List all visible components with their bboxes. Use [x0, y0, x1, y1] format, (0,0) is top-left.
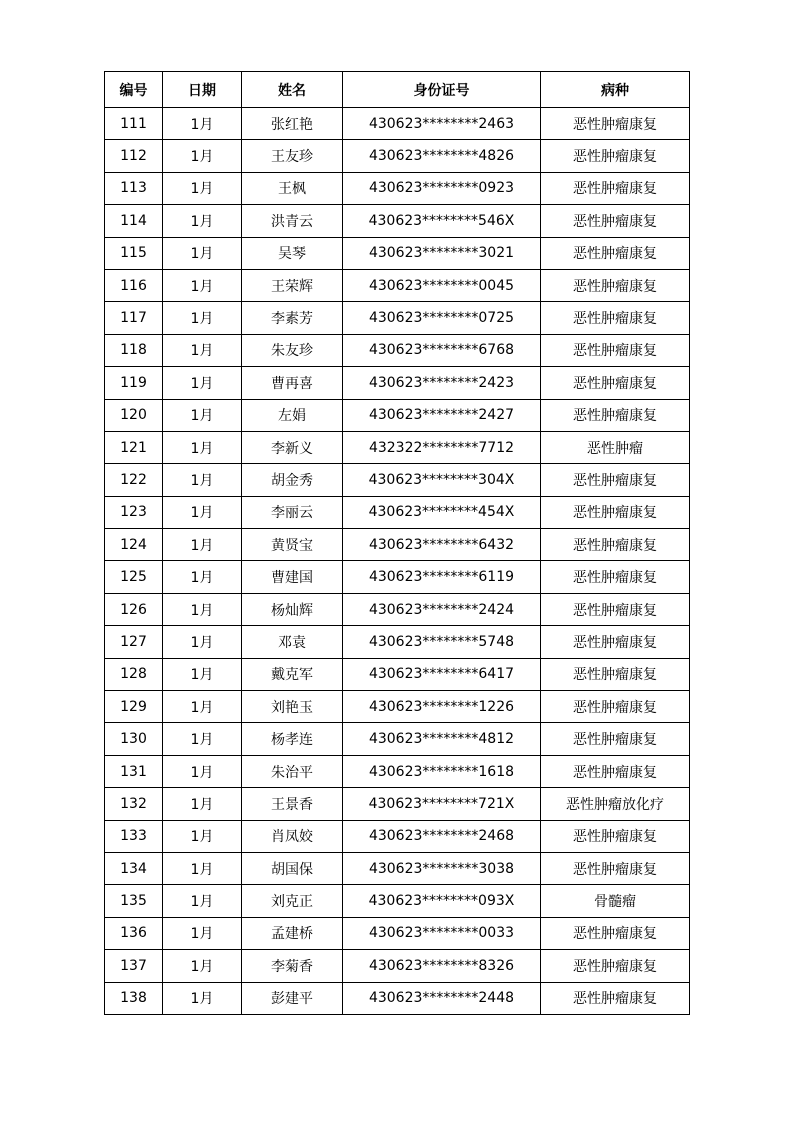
cell-number: 116: [105, 269, 163, 301]
cell-disease: 恶性肿瘤康复: [541, 593, 690, 625]
cell-date: 1月: [163, 140, 242, 172]
cell-disease: 恶性肿瘤康复: [541, 172, 690, 204]
cell-id-number: 430623********0923: [343, 172, 541, 204]
cell-date: 1月: [163, 302, 242, 334]
cell-id-number: 430623********454X: [343, 496, 541, 528]
cell-date: 1月: [163, 593, 242, 625]
header-number: 编号: [105, 72, 163, 108]
records-table: [104, 71, 690, 1015]
table-header: [105, 72, 690, 108]
cell-id-number: 430623********8326: [343, 950, 541, 982]
cell-date: 1月: [163, 950, 242, 982]
cell-id-number: 430623********0725: [343, 302, 541, 334]
cell-disease: 恶性肿瘤康复: [541, 302, 690, 334]
cell-number: 135: [105, 885, 163, 917]
cell-date: 1月: [163, 334, 242, 366]
cell-date: 1月: [163, 885, 242, 917]
cell-disease: 恶性肿瘤康复: [541, 464, 690, 496]
cell-name: 杨灿辉: [242, 593, 343, 625]
cell-name: 肖凤姣: [242, 820, 343, 852]
cell-number: 127: [105, 626, 163, 658]
cell-number: 121: [105, 431, 163, 463]
cell-id-number: 430623********3021: [343, 237, 541, 269]
cell-id-number: 430623********6768: [343, 334, 541, 366]
cell-disease: 恶性肿瘤康复: [541, 658, 690, 690]
cell-disease: 恶性肿瘤康复: [541, 399, 690, 431]
table-row: [105, 108, 690, 140]
cell-id-number: 430623********6432: [343, 529, 541, 561]
table-row: [105, 561, 690, 593]
cell-date: 1月: [163, 788, 242, 820]
cell-disease: 恶性肿瘤康复: [541, 820, 690, 852]
cell-name: 杨孝连: [242, 723, 343, 755]
table-row: [105, 691, 690, 723]
cell-name: 李菊香: [242, 950, 343, 982]
cell-id-number: 430623********2468: [343, 820, 541, 852]
cell-number: 123: [105, 496, 163, 528]
cell-id-number: 430623********1226: [343, 691, 541, 723]
table-row: [105, 302, 690, 334]
cell-name: 李素芳: [242, 302, 343, 334]
cell-disease: 恶性肿瘤康复: [541, 334, 690, 366]
cell-disease: 骨髓瘤: [541, 885, 690, 917]
cell-disease: 恶性肿瘤康复: [541, 269, 690, 301]
table-row: [105, 950, 690, 982]
cell-id-number: 430623********1618: [343, 755, 541, 787]
cell-name: 朱友珍: [242, 334, 343, 366]
cell-name: 彭建平: [242, 982, 343, 1014]
table-row: [105, 464, 690, 496]
header-row: [105, 72, 690, 108]
cell-date: 1月: [163, 205, 242, 237]
table-body: [105, 108, 690, 1015]
cell-date: 1月: [163, 399, 242, 431]
cell-disease: 恶性肿瘤放化疗: [541, 788, 690, 820]
header-disease: 病种: [541, 72, 690, 108]
cell-disease: 恶性肿瘤康复: [541, 950, 690, 982]
table-row: [105, 399, 690, 431]
cell-date: 1月: [163, 917, 242, 949]
cell-id-number: 430623********6119: [343, 561, 541, 593]
table-row: [105, 755, 690, 787]
cell-name: 邓袁: [242, 626, 343, 658]
table-row: [105, 820, 690, 852]
header-id-number: 身份证号: [343, 72, 541, 108]
cell-id-number: 430623********4812: [343, 723, 541, 755]
cell-id-number: 430623********6417: [343, 658, 541, 690]
cell-number: 115: [105, 237, 163, 269]
table-row: [105, 334, 690, 366]
cell-number: 131: [105, 755, 163, 787]
cell-date: 1月: [163, 269, 242, 301]
table-row: [105, 852, 690, 884]
table-row: [105, 140, 690, 172]
cell-name: 张红艳: [242, 108, 343, 140]
cell-disease: 恶性肿瘤康复: [541, 367, 690, 399]
cell-number: 122: [105, 464, 163, 496]
table-row: [105, 917, 690, 949]
cell-name: 孟建桥: [242, 917, 343, 949]
cell-id-number: 430623********721X: [343, 788, 541, 820]
cell-number: 130: [105, 723, 163, 755]
cell-date: 1月: [163, 691, 242, 723]
cell-name: 李新义: [242, 431, 343, 463]
cell-date: 1月: [163, 658, 242, 690]
table-row: [105, 593, 690, 625]
cell-number: 138: [105, 982, 163, 1014]
cell-date: 1月: [163, 367, 242, 399]
cell-disease: 恶性肿瘤康复: [541, 755, 690, 787]
cell-id-number: 430623********0045: [343, 269, 541, 301]
cell-id-number: 430623********2423: [343, 367, 541, 399]
cell-number: 117: [105, 302, 163, 334]
cell-name: 王友珍: [242, 140, 343, 172]
cell-number: 119: [105, 367, 163, 399]
cell-number: 136: [105, 917, 163, 949]
cell-date: 1月: [163, 723, 242, 755]
cell-date: 1月: [163, 820, 242, 852]
table-row: [105, 885, 690, 917]
cell-date: 1月: [163, 108, 242, 140]
cell-disease: 恶性肿瘤康复: [541, 561, 690, 593]
cell-disease: 恶性肿瘤康复: [541, 723, 690, 755]
table-row: [105, 205, 690, 237]
cell-name: 王枫: [242, 172, 343, 204]
table-row: [105, 529, 690, 561]
cell-id-number: 430623********2424: [343, 593, 541, 625]
cell-name: 戴克军: [242, 658, 343, 690]
cell-name: 黄贤宝: [242, 529, 343, 561]
cell-number: 113: [105, 172, 163, 204]
cell-number: 112: [105, 140, 163, 172]
cell-disease: 恶性肿瘤康复: [541, 691, 690, 723]
table-row: [105, 431, 690, 463]
cell-number: 125: [105, 561, 163, 593]
cell-disease: 恶性肿瘤康复: [541, 529, 690, 561]
cell-name: 刘艳玉: [242, 691, 343, 723]
cell-date: 1月: [163, 431, 242, 463]
cell-name: 王景香: [242, 788, 343, 820]
table-row: [105, 658, 690, 690]
cell-disease: 恶性肿瘤: [541, 431, 690, 463]
cell-name: 王荣辉: [242, 269, 343, 301]
cell-disease: 恶性肿瘤康复: [541, 917, 690, 949]
cell-name: 曹再喜: [242, 367, 343, 399]
cell-number: 133: [105, 820, 163, 852]
cell-date: 1月: [163, 496, 242, 528]
table-row: [105, 237, 690, 269]
cell-date: 1月: [163, 852, 242, 884]
cell-id-number: 430623********2427: [343, 399, 541, 431]
table-row: [105, 367, 690, 399]
header-name: 姓名: [242, 72, 343, 108]
cell-disease: 恶性肿瘤康复: [541, 108, 690, 140]
cell-id-number: 430623********0033: [343, 917, 541, 949]
cell-name: 吴琴: [242, 237, 343, 269]
cell-date: 1月: [163, 561, 242, 593]
cell-id-number: 430623********2463: [343, 108, 541, 140]
cell-id-number: 430623********3038: [343, 852, 541, 884]
cell-number: 134: [105, 852, 163, 884]
cell-disease: 恶性肿瘤康复: [541, 852, 690, 884]
cell-id-number: 430623********304X: [343, 464, 541, 496]
cell-disease: 恶性肿瘤康复: [541, 982, 690, 1014]
cell-disease: 恶性肿瘤康复: [541, 496, 690, 528]
header-date: 日期: [163, 72, 242, 108]
cell-date: 1月: [163, 172, 242, 204]
cell-date: 1月: [163, 529, 242, 561]
cell-id-number: 432322********7712: [343, 431, 541, 463]
table-row: [105, 269, 690, 301]
cell-date: 1月: [163, 755, 242, 787]
table-row: [105, 626, 690, 658]
cell-number: 124: [105, 529, 163, 561]
cell-name: 刘克正: [242, 885, 343, 917]
cell-disease: 恶性肿瘤康复: [541, 237, 690, 269]
cell-name: 李丽云: [242, 496, 343, 528]
cell-name: 胡国保: [242, 852, 343, 884]
cell-number: 137: [105, 950, 163, 982]
cell-date: 1月: [163, 464, 242, 496]
cell-number: 126: [105, 593, 163, 625]
table-row: [105, 982, 690, 1014]
cell-disease: 恶性肿瘤康复: [541, 626, 690, 658]
cell-disease: 恶性肿瘤康复: [541, 140, 690, 172]
cell-name: 朱治平: [242, 755, 343, 787]
cell-id-number: 430623********5748: [343, 626, 541, 658]
cell-number: 120: [105, 399, 163, 431]
cell-number: 111: [105, 108, 163, 140]
table-row: [105, 172, 690, 204]
cell-number: 132: [105, 788, 163, 820]
table-row: [105, 496, 690, 528]
cell-date: 1月: [163, 237, 242, 269]
cell-date: 1月: [163, 982, 242, 1014]
cell-number: 129: [105, 691, 163, 723]
cell-id-number: 430623********093X: [343, 885, 541, 917]
table-row: [105, 788, 690, 820]
table-row: [105, 723, 690, 755]
cell-number: 128: [105, 658, 163, 690]
cell-date: 1月: [163, 626, 242, 658]
cell-id-number: 430623********2448: [343, 982, 541, 1014]
cell-id-number: 430623********4826: [343, 140, 541, 172]
cell-name: 胡金秀: [242, 464, 343, 496]
cell-disease: 恶性肿瘤康复: [541, 205, 690, 237]
cell-name: 曹建国: [242, 561, 343, 593]
cell-name: 洪青云: [242, 205, 343, 237]
cell-number: 114: [105, 205, 163, 237]
cell-number: 118: [105, 334, 163, 366]
cell-id-number: 430623********546X: [343, 205, 541, 237]
cell-name: 左娟: [242, 399, 343, 431]
